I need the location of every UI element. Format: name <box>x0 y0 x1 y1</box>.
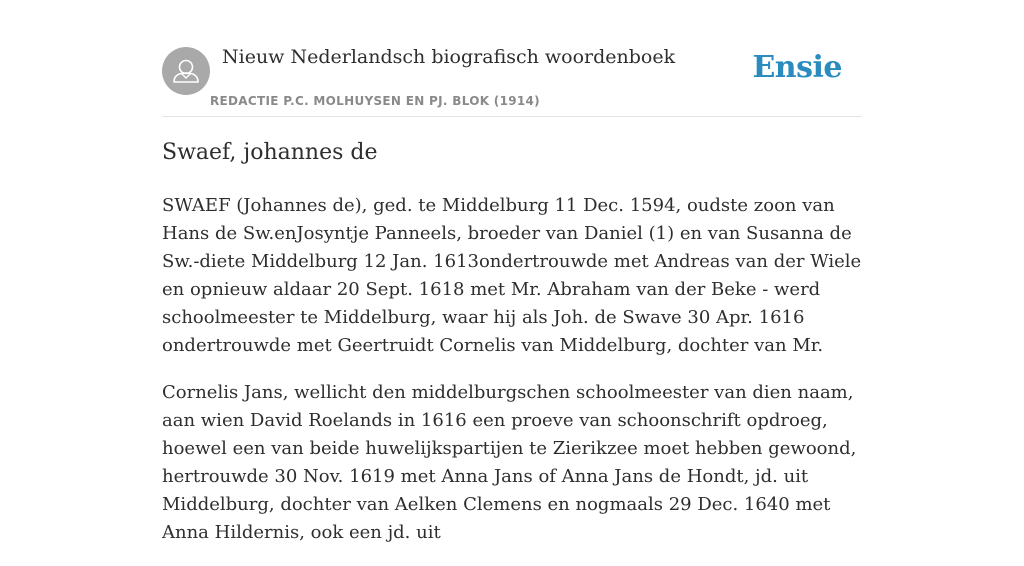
source-editors: REDACTIE P.C. MOLHUYSEN EN PJ. BLOK (1914) <box>210 94 540 108</box>
user-icon <box>162 47 210 95</box>
entry-title: Swaef, johannes de <box>162 140 378 165</box>
source-title[interactable]: Nieuw Nederlandsch biografisch woordenboek <box>222 46 676 68</box>
ensie-logo[interactable]: Ensie <box>752 50 842 85</box>
entry-content <box>162 192 862 566</box>
source-header <box>162 44 862 117</box>
entry-paragraph: Cornelis Jans, wellicht den middelburgschen schoolmeester van dien naam, aan wien David Roelands in 1616 een proeve van schoonschrift opdroeg, hoewel een van beide huwelijkspartijen te Zierikzee moet hebben gewoond, hertrouwde 30 Nov. 1619 met Anna Jans of Anna Jans de Hondt, jd. uit Middelburg, dochter van Aelken Clemens en nogmaals 29 Dec. 1640 met Anna Hildernis, ook een jd. uit <box>162 382 857 543</box>
entry-paragraph: SWAEF (Johannes de), ged. te Middelburg 11 Dec. 1594, oudste zoon van Hans de Sw.enJosyntje Panneels, broeder van Daniel (1) en van Susanna de Sw.-diete Middelburg 12 Jan. 1613ondertrouwde met Andreas van der Wiele en opnieuw aldaar 20 Sept. 1618 met Mr. Abraham van der Beke - werd schoolmeester te Middelburg, waar hij als Joh. de Swave 30 Apr. 1616 ondertrouwde met Geertruidt Cornelis van Middelburg, dochter van Mr. <box>162 195 862 356</box>
